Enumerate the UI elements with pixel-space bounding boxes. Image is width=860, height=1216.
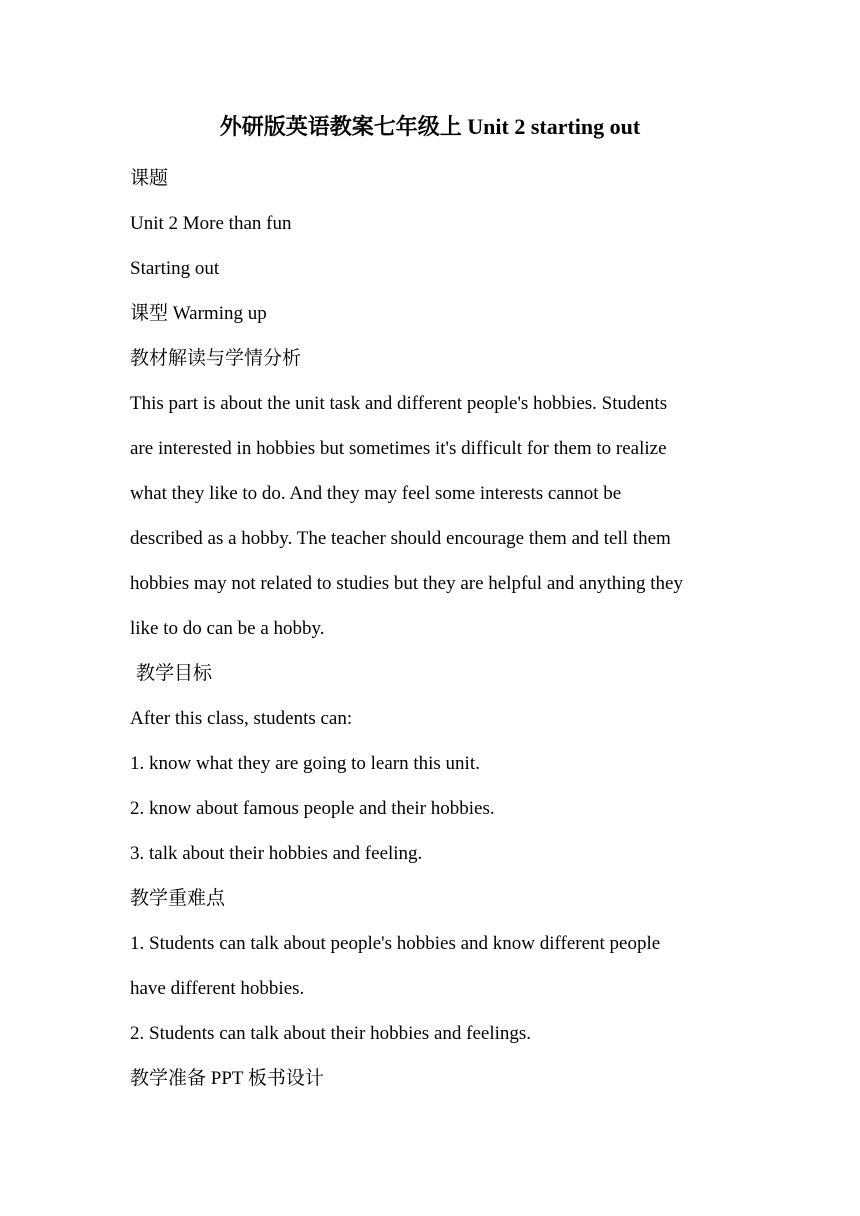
document-title: 外研版英语教案七年级上 Unit 2 starting out: [219, 114, 641, 139]
objective-item: 2. know about famous people and their hobbies.: [130, 798, 495, 819]
objective-item: 1. know what they are going to learn this unit.: [130, 753, 480, 774]
difficulty-item: 1. Students can talk about people's hobbies and know different people: [130, 933, 661, 954]
analysis-paragraph-line: what they like to do. And they may feel some interests cannot be: [130, 483, 622, 504]
heading-analysis: 教材解读与学情分析: [130, 348, 302, 369]
analysis-paragraph-line: are interested in hobbies but sometimes it's difficult for them to realize: [130, 438, 667, 459]
document-body: [130, 156, 730, 1101]
objective-item: 3. talk about their hobbies and feeling.: [130, 843, 423, 864]
analysis-paragraph-line: described as a hobby. The teacher should encourage them and tell them: [130, 528, 671, 549]
label-course-topic: 课题: [130, 168, 169, 189]
section-title: Starting out: [130, 258, 220, 279]
analysis-paragraph-line: This part is about the unit task and different people's hobbies. Students: [130, 393, 668, 414]
analysis-paragraph-line: hobbies may not related to studies but they are helpful and anything they: [130, 573, 683, 594]
difficulty-item: 2. Students can talk about their hobbies and feelings.: [130, 1023, 532, 1044]
heading-teaching-objectives: 教学目标: [136, 663, 213, 684]
heading-key-difficulties: 教学重难点: [130, 888, 226, 909]
heading-preparation-board-design: 教学准备 PPT 板书设计: [130, 1068, 324, 1089]
unit-title: Unit 2 More than fun: [130, 213, 292, 234]
lesson-type: 课型 Warming up: [130, 303, 267, 324]
difficulty-item-continuation: have different hobbies.: [130, 978, 305, 999]
objectives-intro: After this class, students can:: [130, 708, 353, 729]
analysis-paragraph-line: like to do can be a hobby.: [130, 618, 325, 639]
